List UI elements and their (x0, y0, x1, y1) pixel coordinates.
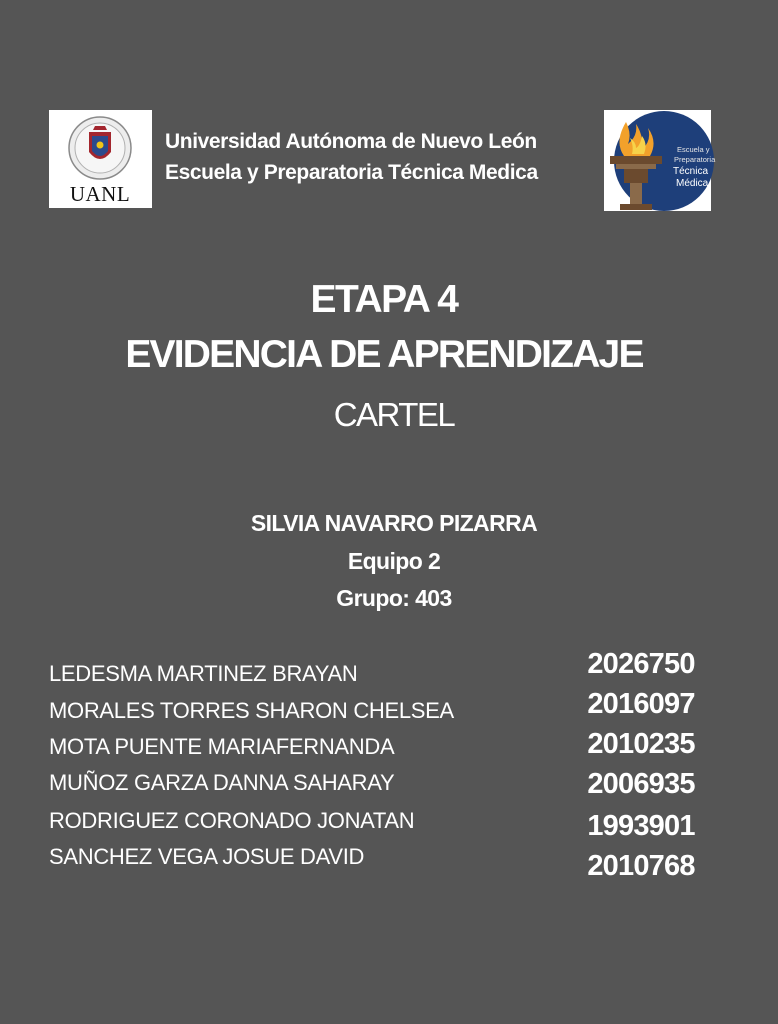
evidence-title: EVIDENCIA DE APRENDIZAJE (125, 333, 643, 376)
group-label: Grupo: 403 (336, 585, 452, 611)
svg-text:Médica: Médica (676, 178, 709, 189)
svg-text:Escuela y: Escuela y (677, 145, 710, 154)
member-id: 1993901 (587, 810, 695, 842)
member-name: MUÑOZ GARZA DANNA SAHARAY (49, 770, 395, 795)
member-id: 2006935 (587, 768, 695, 800)
member-name: MOTA PUENTE MARIAFERNANDA (49, 734, 395, 759)
uanl-logo (49, 110, 152, 208)
svg-text:Técnica: Técnica (673, 166, 709, 177)
member-id: 2026750 (587, 648, 695, 680)
torch-icon (604, 110, 716, 211)
uanl-seal-icon (49, 110, 152, 208)
member-name: LEDESMA MARTINEZ BRAYAN (49, 661, 358, 686)
member-name: SANCHEZ VEGA JOSUE DAVID (49, 844, 365, 869)
poster-subtitle: CARTEL (333, 396, 455, 433)
team-label: Equipo 2 (347, 548, 441, 574)
teacher-name: SILVIA NAVARRO PIZARRA (250, 510, 538, 536)
stage-title: ETAPA 4 (310, 278, 458, 321)
university-name: Universidad Autónoma de Nuevo León (165, 130, 537, 153)
svg-text:Preparatoria: Preparatoria (674, 155, 716, 164)
member-id: 2016097 (587, 688, 695, 720)
svg-text:UANL: UANL (69, 182, 131, 206)
member-name: MORALES TORRES SHARON CHELSEA (49, 698, 454, 723)
member-name: RODRIGUEZ CORONADO JONATAN (49, 808, 415, 833)
school-name: Escuela y Preparatoria Técnica Medica (165, 161, 538, 184)
tecnica-medica-logo (604, 110, 716, 211)
member-id: 2010235 (587, 728, 695, 760)
member-id: 2010768 (587, 850, 695, 882)
